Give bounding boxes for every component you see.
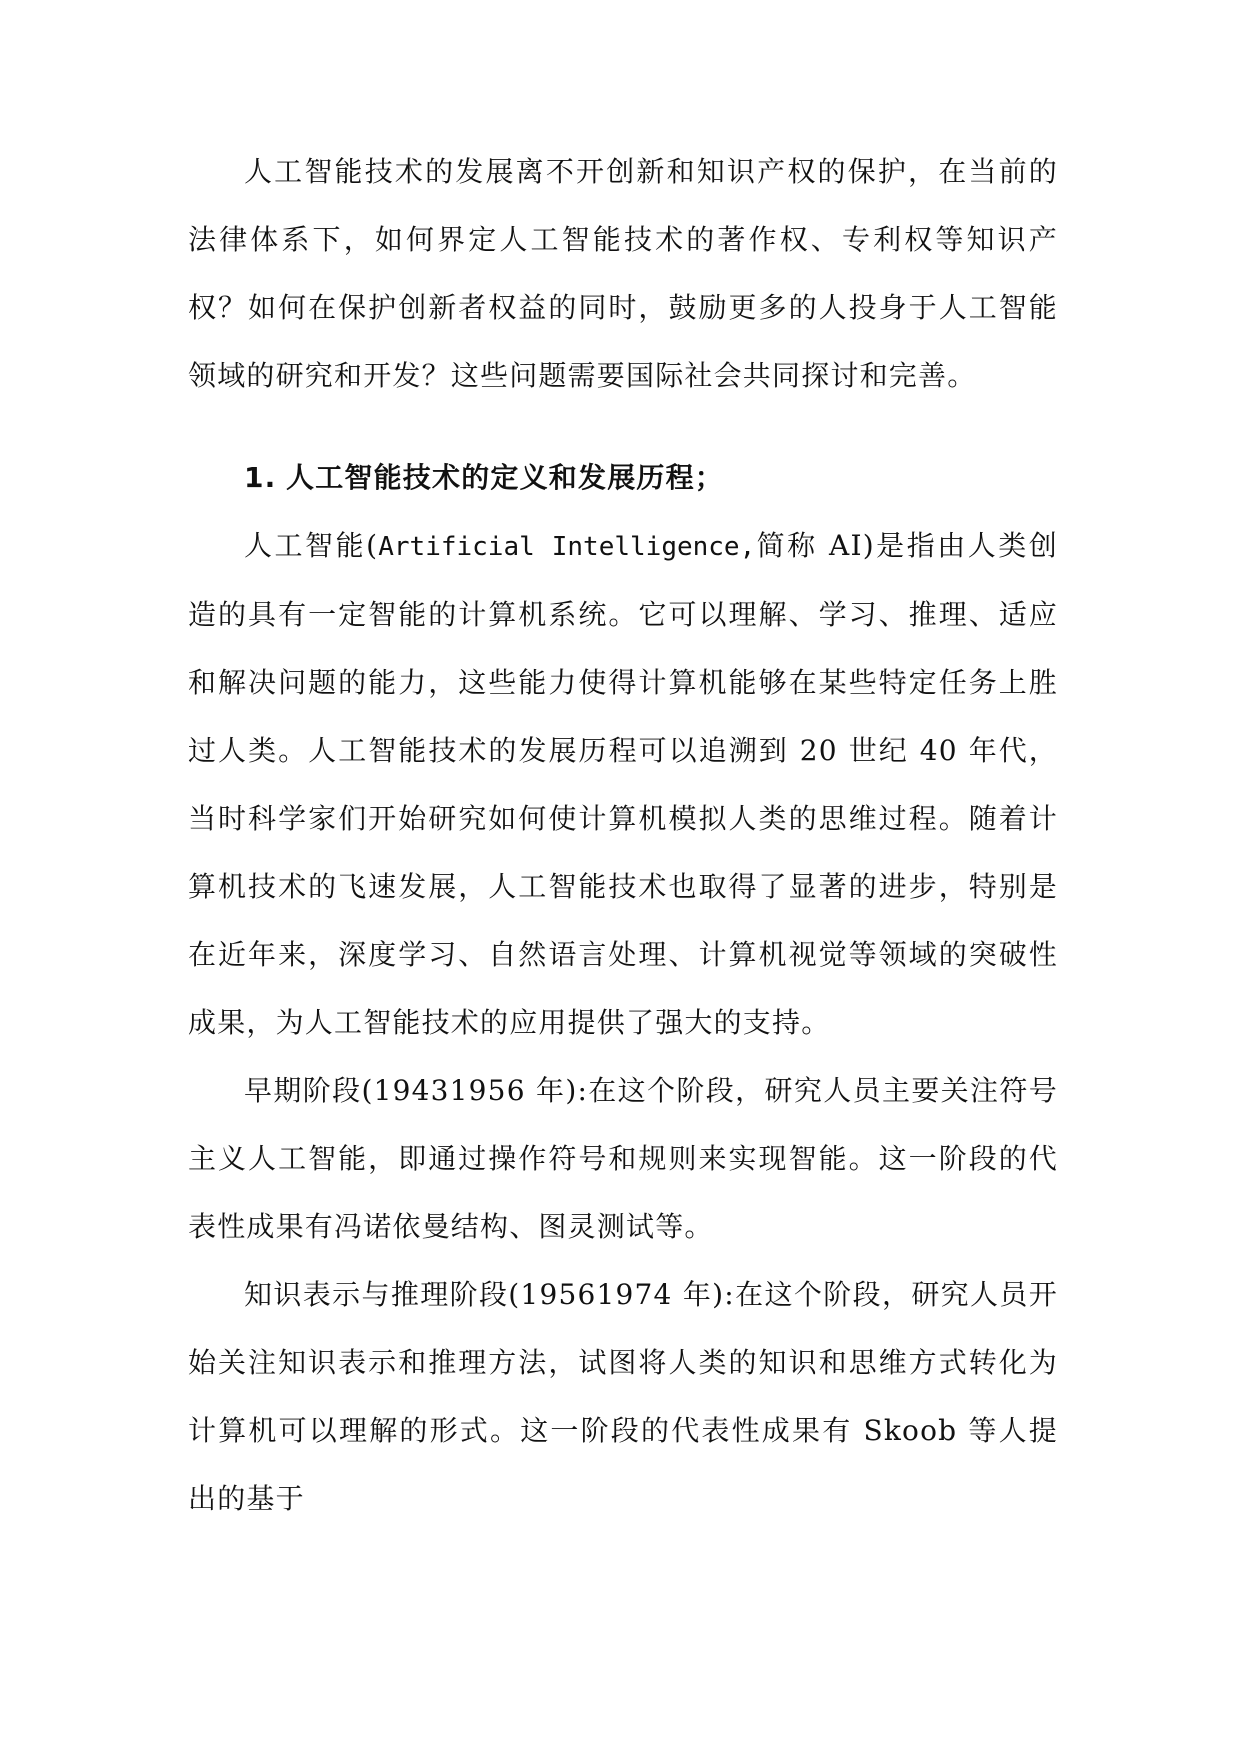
ai-definition-lead: 人工智能( [244,529,379,562]
section-number: 1. [244,461,277,494]
section-heading [188,444,1058,512]
paragraph-ai-definition [188,512,1058,1057]
paragraph-early-stage: 早期阶段(19431956 年):在这个阶段，研究人员主要关注符号主义人工智能，即通过操作符号和规则来实现智能。这一阶段的代表性成果有冯诺依曼结构、图灵测试等。 [188,1074,1058,1243]
paragraph-knowledge-stage: 知识表示与推理阶段(19561974 年):在这个阶段，研究人员开始关注知识表示和推理方法，试图将人类的知识和思维方式转化为计算机可以理解的形式。这一阶段的代表性成果有 Skoob 等人提出的基于 [188,1278,1058,1515]
document-body [188,138,1058,1533]
section-title: 人工智能技术的定义和发展历程； [286,461,725,494]
paragraph-ip-protection: 人工智能技术的发展离不开创新和知识产权的保护，在当前的法律体系下，如何界定人工智能技术的著作权、专利权等知识产权？如何在保护创新者权益的同时，鼓励更多的人投身于人工智能领域的研究和开发？这些问题需要国际社会共同探讨和完善。 [188,155,1058,392]
ai-english-term: Artificial Intelligence, [378,532,756,562]
ai-definition-text: 简称 AI)是指由人类创造的具有一定智能的计算机系统。它可以理解、学习、推理、适应和解决问题的能力，这些能力使得计算机能够在某些特定任务上胜过人类。人工智能技术的发展历程可以追溯到 20 世纪 40 年代，当时科学家们开始研究如何使计算机模拟人类的思维过程。随着计算机技术的飞速发展，人工智能技术也取得了显著的进步，特别是在近年来，深度学习、自然语言处理、计算机视觉等领域的突破性成果，为人工智能技术的应用提供了强大的支持。 [188,529,1058,1039]
